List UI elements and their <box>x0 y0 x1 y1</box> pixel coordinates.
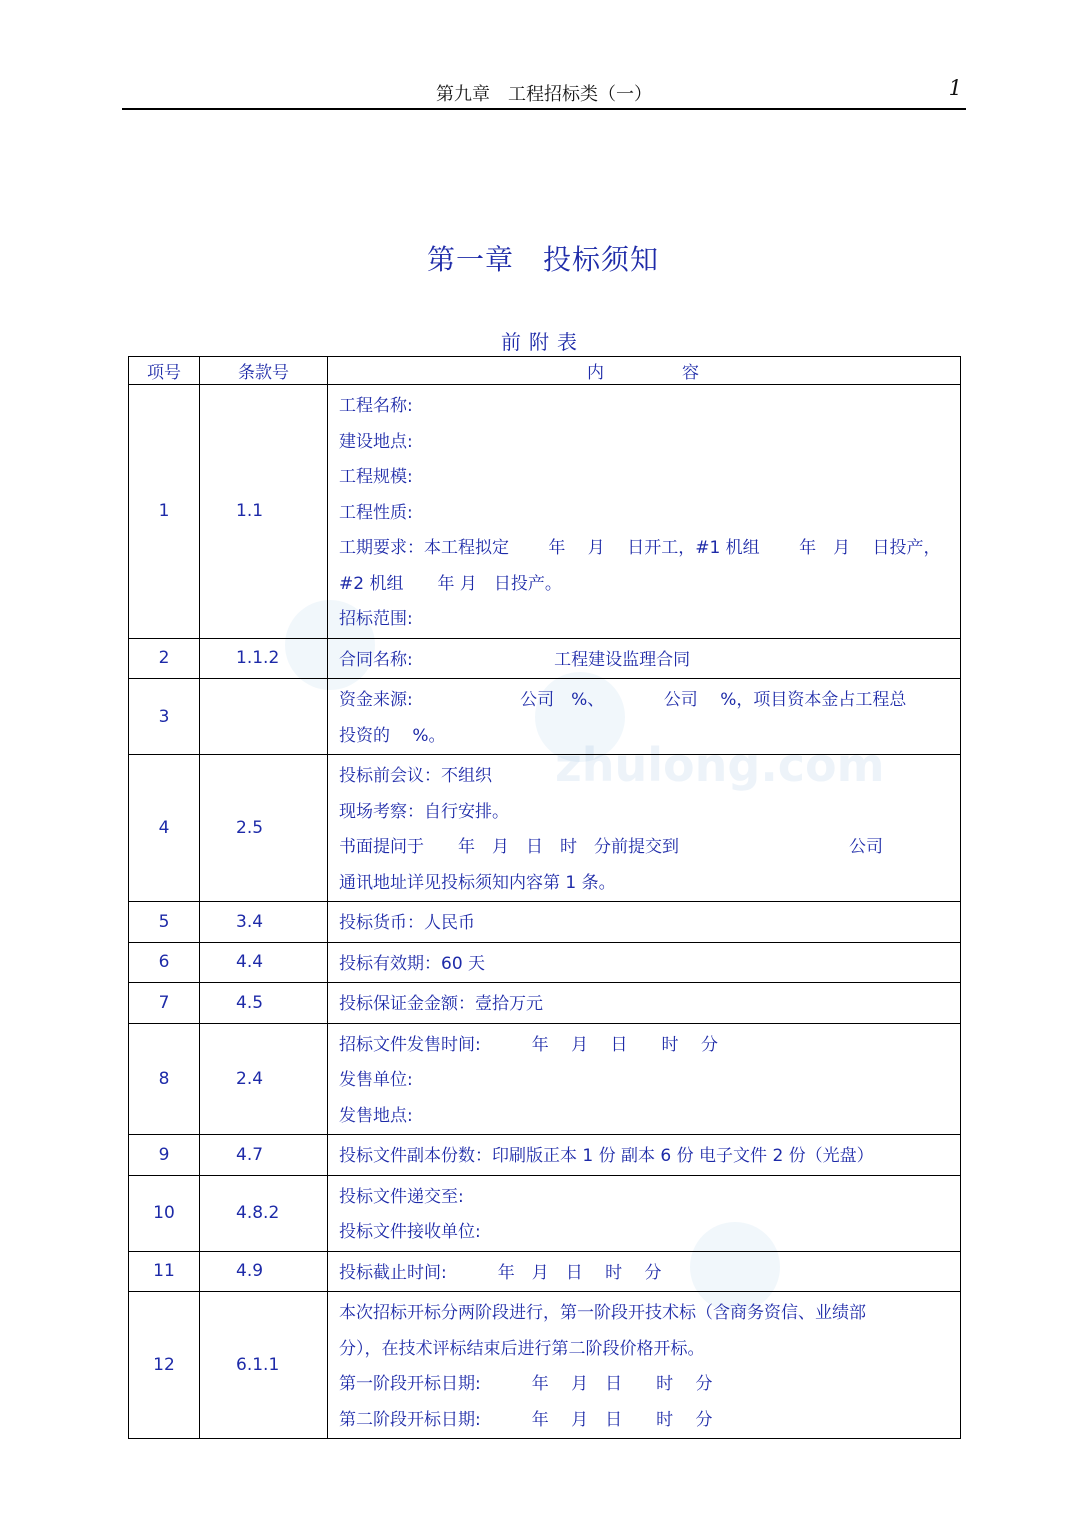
content-line: 投标文件接收单位: <box>339 1222 481 1242</box>
table-row <box>129 385 961 639</box>
item-number-cell: 9 <box>129 1135 200 1176</box>
content-line: 现场考察：自行安排。 <box>339 801 509 822</box>
content-line: 投标文件副本份数：印刷版正本 1 份 副本 6 份 电子文件 2 份（光盘） <box>339 1146 874 1166</box>
table-row <box>129 1175 961 1251</box>
table-row <box>129 679 961 755</box>
clause-number-cell: 1.1.2 <box>200 638 328 679</box>
content-line: 书面提问于 年 月 日 时 分前提交到 公司 <box>339 837 883 857</box>
content-cell <box>328 638 961 679</box>
content-line: 建设地点: <box>339 431 413 452</box>
table-row <box>129 1251 961 1292</box>
item-number-cell: 8 <box>129 1023 200 1135</box>
item-number-cell: 4 <box>129 755 200 902</box>
running-header <box>122 74 966 110</box>
content-line: 第一阶段开标日期: 年 月 日 时 分 <box>339 1374 713 1394</box>
table-row <box>129 983 961 1024</box>
content-cell <box>328 385 961 639</box>
table-header-row <box>129 357 961 385</box>
content-line: 工期要求：本工程拟定 年 月 日开工，#1 机组 年 月 日投产， <box>339 538 941 558</box>
content-line: 工程性质: <box>339 502 413 523</box>
page-number: 1 <box>948 76 962 100</box>
item-number-cell: 10 <box>129 1175 200 1251</box>
content-cell <box>328 1292 961 1439</box>
content-line: 投标前会议：不组织 <box>339 766 492 786</box>
table-body <box>129 385 961 1439</box>
content-line: 分），在技术评标结束后进行第二阶段价格开标。 <box>339 1338 705 1359</box>
content-cell <box>328 902 961 943</box>
content-line: #2 机组 年 月 日投产。 <box>339 573 562 594</box>
table-title: 前附表 <box>501 330 585 354</box>
table-row <box>129 942 961 983</box>
content-line: 招标范围: <box>339 609 413 629</box>
table-row <box>129 1023 961 1135</box>
content-cell <box>328 679 961 755</box>
content-line: 通讯地址详见投标须知内容第 1 条。 <box>339 872 616 893</box>
content-cell <box>328 942 961 983</box>
content-line: 第二阶段开标日期: 年 月 日 时 分 <box>339 1409 713 1430</box>
watermark-text: zhulong.com <box>555 738 885 792</box>
content-line: 合同名称: 工程建设监理合同 <box>339 649 691 670</box>
clause-number-cell: 4.9 <box>200 1251 328 1292</box>
item-number-cell: 1 <box>129 385 200 639</box>
item-number-cell: 6 <box>129 942 200 983</box>
table-row <box>129 1292 961 1439</box>
table-row <box>129 1135 961 1176</box>
content-line: 投标截止时间: 年 月 日 时 分 <box>339 1262 662 1283</box>
table-row <box>129 755 961 902</box>
clause-number-cell: 4.5 <box>200 983 328 1024</box>
table-row <box>129 638 961 679</box>
clause-number-cell: 4.4 <box>200 942 328 983</box>
content-cell <box>328 1135 961 1176</box>
content-line: 招标文件发售时间: 年 月 日 时 分 <box>339 1034 718 1055</box>
content-cell <box>328 755 961 902</box>
content-cell <box>328 1251 961 1292</box>
content-cell <box>328 1175 961 1251</box>
clause-number-cell: 2.4 <box>200 1023 328 1135</box>
item-number-cell: 5 <box>129 902 200 943</box>
content-line: 投资的 %。 <box>339 725 446 746</box>
column-header-item-no: 项号 <box>129 357 200 385</box>
chapter-title: 第一章 投标须知 <box>426 243 659 276</box>
content-cell <box>328 983 961 1024</box>
running-title: 第九章 工程招标类（一） <box>436 84 652 105</box>
content-line: 工程名称: <box>339 396 413 416</box>
column-header-clause-no: 条款号 <box>200 357 328 385</box>
item-number-cell: 12 <box>129 1292 200 1439</box>
clause-number-cell: 1.1 <box>200 385 328 639</box>
item-number-cell: 11 <box>129 1251 200 1292</box>
content-line: 发售地点: <box>339 1105 413 1126</box>
content-line: 投标货币：人民币 <box>339 913 475 933</box>
item-number-cell: 2 <box>129 638 200 679</box>
content-line: 投标保证金金额：壹拾万元 <box>339 994 543 1014</box>
appendix-table <box>128 356 961 1439</box>
content-line: 本次招标开标分两阶段进行，第一阶段开技术标（含商务资信、业绩部 <box>339 1303 866 1323</box>
table-row <box>129 902 961 943</box>
clause-number-cell: 2.5 <box>200 755 328 902</box>
column-header-content: 内 容 <box>328 357 961 385</box>
content-line: 资金来源: 公司 %、 公司 %，项目资本金占工程总 <box>339 690 907 710</box>
content-line: 投标有效期：60 天 <box>339 953 486 974</box>
content-cell <box>328 1023 961 1135</box>
item-number-cell: 7 <box>129 983 200 1024</box>
clause-number-cell <box>200 679 328 755</box>
clause-number-cell: 6.1.1 <box>200 1292 328 1439</box>
item-number-cell: 3 <box>129 679 200 755</box>
content-line: 工程规模: <box>339 467 413 487</box>
content-line: 投标文件递交至: <box>339 1186 464 1207</box>
clause-number-cell: 4.7 <box>200 1135 328 1176</box>
content-line: 发售单位: <box>339 1070 413 1090</box>
clause-number-cell: 3.4 <box>200 902 328 943</box>
clause-number-cell: 4.8.2 <box>200 1175 328 1251</box>
